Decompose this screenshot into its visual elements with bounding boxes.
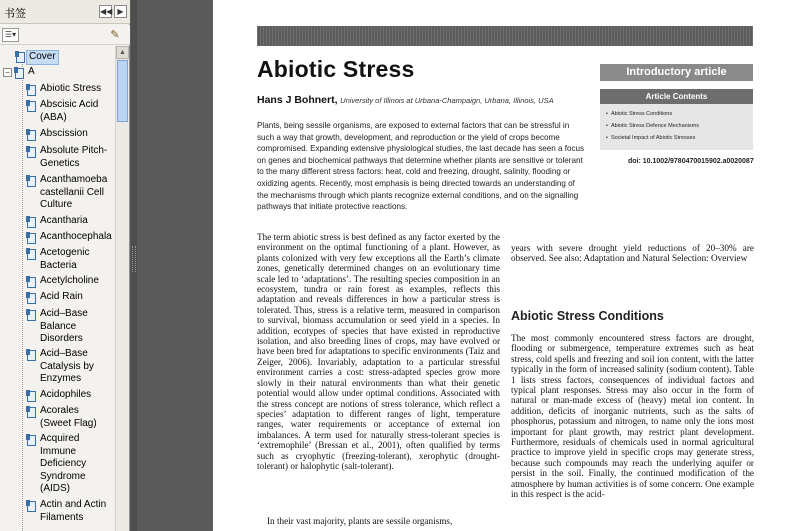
header-band-stripe (452, 26, 453, 46)
bookmark-label: Acetogenic Bacteria (40, 247, 90, 271)
header-band-stripe (488, 26, 489, 46)
header-band-stripe (503, 26, 504, 46)
header-band (257, 26, 753, 46)
header-band-stripe (629, 26, 630, 46)
header-band-stripe (326, 26, 327, 46)
header-band-stripe (704, 26, 705, 46)
section-heading: Abiotic Stress Conditions (511, 309, 664, 323)
header-band-stripe (686, 26, 687, 46)
header-band-stripe (335, 26, 336, 46)
body-text-left-column: The term abiotic stress is best defined as any factor exerted by the environment on the optimal functioning of a plant. However, as plants colonized with very few exceptions all the Earth’s climate zones, genetically determined changes on an evolutionary time scale led to ‘adaptations’. The resulting species composition in an ecosystem, tundra or rain forest as examples, reflects this adaptation and reveals differences in how a particular stress is tolerated. Thus, stress is a relative term, measured in comparison to survival, biomass accumulation or seed yield in a species. In addition, ecotypes of species that have existed in reproductive isolation, and also breeding lines of crops, may have evolved or have been bred for adaptations to specific environments (Taiz and Zeiger, 2006). Invariably, adaptation to a particular stressful environment carries a cost: stress-adapted species grow more slowly in their natural environments than what their genetic potential would allow under optimal conditions. Associated with the stress concept are notions of stress tolerance, which reflect a species’ adaptation to different ranges of light, temperature ranges, water requirements or acceptance of external ion imbalances. A term used for naturally stress-tolerant species is ‘extremophile’ (Bressan et al., 2001), often qualified by terms such as cryophytic (freezing-tolerant), xerophytic (drought-tolerant) or halophytic (salt-tolerant). (257, 232, 500, 471)
bookmarks-scrollbar[interactable] (115, 46, 129, 531)
header-band-stripe (302, 26, 303, 46)
tree-guide-line (22, 60, 23, 531)
bookmark-label: Acantharia (40, 215, 88, 226)
header-band-stripe (491, 26, 492, 46)
header-band-stripe (581, 26, 582, 46)
bookmark-icon (26, 390, 37, 401)
contents-item[interactable]: ▪ Abiotic Stress Defence Mechanisms (606, 123, 699, 129)
bookmark-label: Abscission (40, 128, 88, 139)
bookmark-icon (26, 146, 37, 157)
header-band-stripe (569, 26, 570, 46)
header-band-stripe (323, 26, 324, 46)
header-band-stripe (644, 26, 645, 46)
bookmark-label: Cover (26, 50, 59, 65)
bookmark-icon (26, 216, 37, 227)
collapse-panel-button[interactable]: ◀◀ (100, 7, 113, 16)
header-band-stripe (392, 26, 393, 46)
header-band-stripe (692, 26, 693, 46)
bookmark-icon (15, 51, 26, 62)
header-band-stripe (743, 26, 744, 46)
header-band-stripe (623, 26, 624, 46)
scroll-up-arrow-icon[interactable]: ▲ (116, 46, 129, 59)
bookmarks-panel (0, 0, 130, 531)
article-title: Abiotic Stress (257, 56, 415, 82)
header-band-stripe (737, 26, 738, 46)
body-text-right-top: years with severe drought yield reductions of 20–30% are observed. See also: Adaptation and Natural Selection: Overview (511, 243, 754, 264)
header-band-stripe (710, 26, 711, 46)
header-band-stripe (314, 26, 315, 46)
header-band-stripe (542, 26, 543, 46)
header-band-stripe (350, 26, 351, 46)
header-band-stripe (722, 26, 723, 46)
header-band-stripe (281, 26, 282, 46)
header-band-stripe (368, 26, 369, 46)
bookmark-icon (26, 248, 37, 259)
header-band-stripe (545, 26, 546, 46)
bookmark-icon (26, 434, 37, 445)
bookmark-label: Actin and Actin Filaments (40, 499, 107, 523)
header-band-stripe (299, 26, 300, 46)
header-band-stripe (356, 26, 357, 46)
header-band-stripe (296, 26, 297, 46)
header-band-stripe (416, 26, 417, 46)
header-band-stripe (446, 26, 447, 46)
header-band-stripe (671, 26, 672, 46)
header-band-stripe (422, 26, 423, 46)
bookmark-label: Acid–Base Catalysis by Enzymes (40, 348, 94, 384)
header-band-stripe (497, 26, 498, 46)
header-band-stripe (398, 26, 399, 46)
header-band-stripe (713, 26, 714, 46)
header-band-stripe (707, 26, 708, 46)
header-band-stripe (632, 26, 633, 46)
bookmark-icon (26, 276, 37, 287)
article-type-badge: Introductory article (600, 64, 753, 81)
header-band-stripe (719, 26, 720, 46)
header-band-stripe (290, 26, 291, 46)
header-band-stripe (386, 26, 387, 46)
header-band-stripe (728, 26, 729, 46)
expand-all-icon[interactable]: ✎ (110, 29, 120, 41)
header-band-stripe (752, 26, 753, 46)
header-band-stripe (653, 26, 654, 46)
header-band-stripe (650, 26, 651, 46)
header-band-stripe (374, 26, 375, 46)
author-line (257, 94, 554, 106)
close-panel-button[interactable]: ▶ (114, 5, 127, 18)
header-band-stripe (404, 26, 405, 46)
header-band-stripe (683, 26, 684, 46)
header-band-stripe (338, 26, 339, 46)
author-name: Hans J Bohnert, (257, 94, 338, 106)
header-band-stripe (389, 26, 390, 46)
header-band-stripe (467, 26, 468, 46)
header-band-stripe (680, 26, 681, 46)
header-band-stripe (620, 26, 621, 46)
splitter-grip-icon[interactable] (132, 246, 136, 272)
collapse-toggle[interactable]: − (3, 68, 12, 77)
header-band-stripe (749, 26, 750, 46)
header-band-stripe (410, 26, 411, 46)
header-band-stripe (572, 26, 573, 46)
header-band-stripe (584, 26, 585, 46)
bookmark-label: Abiotic Stress (40, 83, 102, 94)
header-band-stripe (362, 26, 363, 46)
header-band-stripe (587, 26, 588, 46)
header-band-stripe (551, 26, 552, 46)
header-band-stripe (431, 26, 432, 46)
header-band-stripe (611, 26, 612, 46)
header-band-stripe (257, 26, 258, 46)
header-band-stripe (458, 26, 459, 46)
header-band-stripe (353, 26, 354, 46)
bookmarks-toolbar (0, 25, 130, 45)
bookmark-label: Acanthamoeba castellanii Cell Culture (40, 174, 108, 210)
header-band-stripe (731, 26, 732, 46)
header-band-stripe (725, 26, 726, 46)
header-band-stripe (641, 26, 642, 46)
header-band-stripe (689, 26, 690, 46)
bookmark-label: Absolute Pitch-Genetics (40, 145, 108, 169)
scroll-thumb[interactable] (117, 60, 128, 122)
header-band-stripe (275, 26, 276, 46)
header-band-stripe (566, 26, 567, 46)
author-affiliation: University of Illinois at Urbana-Champaign, Urbana, Illinois, USA (340, 96, 554, 105)
header-band-stripe (479, 26, 480, 46)
header-band-stripe (614, 26, 615, 46)
header-band-stripe (656, 26, 657, 46)
header-band-stripe (635, 26, 636, 46)
header-band-stripe (278, 26, 279, 46)
bookmark-icon (26, 175, 37, 186)
header-band-stripe (536, 26, 537, 46)
header-band-stripe (530, 26, 531, 46)
header-band-stripe (473, 26, 474, 46)
bookmark-label: Acetylcholine (40, 275, 99, 286)
header-band-stripe (434, 26, 435, 46)
header-band-stripe (407, 26, 408, 46)
header-band-stripe (266, 26, 267, 46)
header-band-stripe (557, 26, 558, 46)
bookmarks-panel-title: 书签 (4, 8, 26, 20)
header-band-stripe (746, 26, 747, 46)
bookmark-icon (26, 349, 37, 360)
header-band-stripe (617, 26, 618, 46)
bookmark-label: Acquired Immune Deficiency Syndrome (AIDS) (40, 433, 87, 494)
header-band-stripe (698, 26, 699, 46)
header-band-stripe (509, 26, 510, 46)
header-band-stripe (662, 26, 663, 46)
header-band-stripe (287, 26, 288, 46)
header-band-stripe (506, 26, 507, 46)
header-band-stripe (413, 26, 414, 46)
header-band-stripe (485, 26, 486, 46)
body-text-right-column: The most commonly encountered stress factors are drought, flooding or submergence, temperature extremes such as heat stress, cold spells and freezing and soil ion content, with the latter typically in the form of increased salinity (sodium content). Table 1 lists stress factors, consequences of individual factors and typical plant responses. Stress may also occur in the form of natural or man-made excess of (heavy) metal ion content. In addition, deficits of inorganic nutrients, such as the salts of phosphorus, potassium and nitrogen, to name only the ions most important for plant growth, may restrict plant development. Furthermore, residuals of chemicals used in normal agricultural practice to improve yield in specific crops may generate stress, because such compounds may reach the underlying aquifer or persist in the soil. Finally, the continued modification of the atmosphere by human activities is of some concern. One example in this respect is the acid- (511, 333, 754, 500)
contents-item[interactable]: ▪ Abiotic Stress Conditions (606, 111, 672, 117)
bookmark-icon (26, 129, 37, 140)
header-band-stripe (440, 26, 441, 46)
header-band-stripe (269, 26, 270, 46)
bookmark-label: Acorales (Sweet Flag) (40, 405, 97, 429)
header-band-stripe (716, 26, 717, 46)
header-band-stripe (590, 26, 591, 46)
header-band-stripe (527, 26, 528, 46)
header-band-stripe (647, 26, 648, 46)
header-band-stripe (437, 26, 438, 46)
header-band-stripe (305, 26, 306, 46)
bookmark-label: Acidophiles (40, 389, 92, 400)
header-band-stripe (605, 26, 606, 46)
header-band-stripe (347, 26, 348, 46)
header-band-stripe (515, 26, 516, 46)
header-band-stripe (311, 26, 312, 46)
header-band-stripe (443, 26, 444, 46)
header-band-stripe (401, 26, 402, 46)
header-band-stripe (383, 26, 384, 46)
header-band-stripe (563, 26, 564, 46)
bookmark-icon (26, 500, 37, 511)
article-contents-box (600, 89, 753, 150)
contents-item[interactable]: ▪ Societal Impact of Abiotic Stresses (606, 135, 695, 141)
header-band-stripe (284, 26, 285, 46)
body-text-left-continuation: In their vast majority, plants are sessile organisms, (267, 516, 453, 526)
header-band-stripe (461, 26, 462, 46)
bookmark-icon (26, 292, 37, 303)
header-band-stripe (260, 26, 261, 46)
header-band-stripe (740, 26, 741, 46)
header-band-stripe (665, 26, 666, 46)
header-band-stripe (377, 26, 378, 46)
bookmark-icon (26, 232, 37, 243)
header-band-stripe (455, 26, 456, 46)
header-band-stripe (317, 26, 318, 46)
header-band-stripe (380, 26, 381, 46)
bookmark-icon (26, 309, 37, 320)
header-band-stripe (470, 26, 471, 46)
header-band-stripe (593, 26, 594, 46)
header-band-stripe (464, 26, 465, 46)
header-band-stripe (428, 26, 429, 46)
bookmark-label: A (28, 66, 35, 77)
header-band-stripe (695, 26, 696, 46)
header-band-stripe (659, 26, 660, 46)
header-band-stripe (560, 26, 561, 46)
header-band-stripe (677, 26, 678, 46)
header-band-stripe (341, 26, 342, 46)
header-band-stripe (734, 26, 735, 46)
header-band-stripe (638, 26, 639, 46)
header-band-stripe (449, 26, 450, 46)
header-band-stripe (668, 26, 669, 46)
header-band-stripe (548, 26, 549, 46)
header-band-stripe (482, 26, 483, 46)
header-band-stripe (518, 26, 519, 46)
header-band-stripe (359, 26, 360, 46)
header-band-stripe (263, 26, 264, 46)
header-band-stripe (395, 26, 396, 46)
header-band-stripe (539, 26, 540, 46)
header-band-stripe (425, 26, 426, 46)
header-band-stripe (308, 26, 309, 46)
header-band-stripe (521, 26, 522, 46)
header-band-stripe (494, 26, 495, 46)
bookmarks-panel-header (0, 0, 130, 24)
bookmark-label: Acid–Base Balance Disorders (40, 308, 88, 344)
header-band-stripe (575, 26, 576, 46)
header-band-stripe (554, 26, 555, 46)
header-band-stripe (332, 26, 333, 46)
bookmark-label: Acanthocephala (40, 231, 112, 242)
bookmark-icon (26, 84, 37, 95)
header-band-stripe (371, 26, 372, 46)
header-band-stripe (344, 26, 345, 46)
bookmark-icon (26, 100, 37, 111)
bookmark-tree (0, 46, 115, 531)
header-band-stripe (419, 26, 420, 46)
header-band-stripe (320, 26, 321, 46)
header-band-stripe (599, 26, 600, 46)
doi-text: doi: 10.1002/9780470015902.a0020087 (628, 158, 754, 165)
header-band-stripe (512, 26, 513, 46)
article-contents-heading: Article Contents (600, 89, 753, 104)
header-band-stripe (365, 26, 366, 46)
header-band-stripe (272, 26, 273, 46)
bookmark-icon (14, 67, 25, 78)
header-band-stripe (602, 26, 603, 46)
bookmark-icon (26, 406, 37, 417)
header-band-stripe (329, 26, 330, 46)
abstract-paragraph: Plants, being sessile organisms, are exposed to external factors that can be stressful in such a way that growth, development, and reproduction or the yield of crops become compromised. Expanding extensive physiological studies, the last decade has seen a focus on genes and biochemical pathways that determine whether plants are sensitive or tolerant to the many different stress factors: heat, cold and freezing, drought, salinity, flooding or oxidizing agents. Recently, most emphasis is being directed towards an understanding of the mechanisms through which plants recognize external conditions, and on the signalling pathways that initiate protective reactions. (257, 121, 585, 212)
header-band-stripe (578, 26, 579, 46)
header-band-stripe (626, 26, 627, 46)
header-band-stripe (608, 26, 609, 46)
header-band-stripe (500, 26, 501, 46)
document-page (213, 0, 800, 531)
header-band-stripe (533, 26, 534, 46)
header-band-stripe (476, 26, 477, 46)
bookmark-label: Abscisic Acid (ABA) (40, 99, 99, 123)
bookmark-label: Acid Rain (40, 291, 83, 302)
header-band-stripe (596, 26, 597, 46)
header-band-stripe (524, 26, 525, 46)
options-menu-button[interactable]: ☰▾ (2, 28, 19, 42)
header-band-stripe (293, 26, 294, 46)
header-band-stripe (674, 26, 675, 46)
header-band-stripe (701, 26, 702, 46)
